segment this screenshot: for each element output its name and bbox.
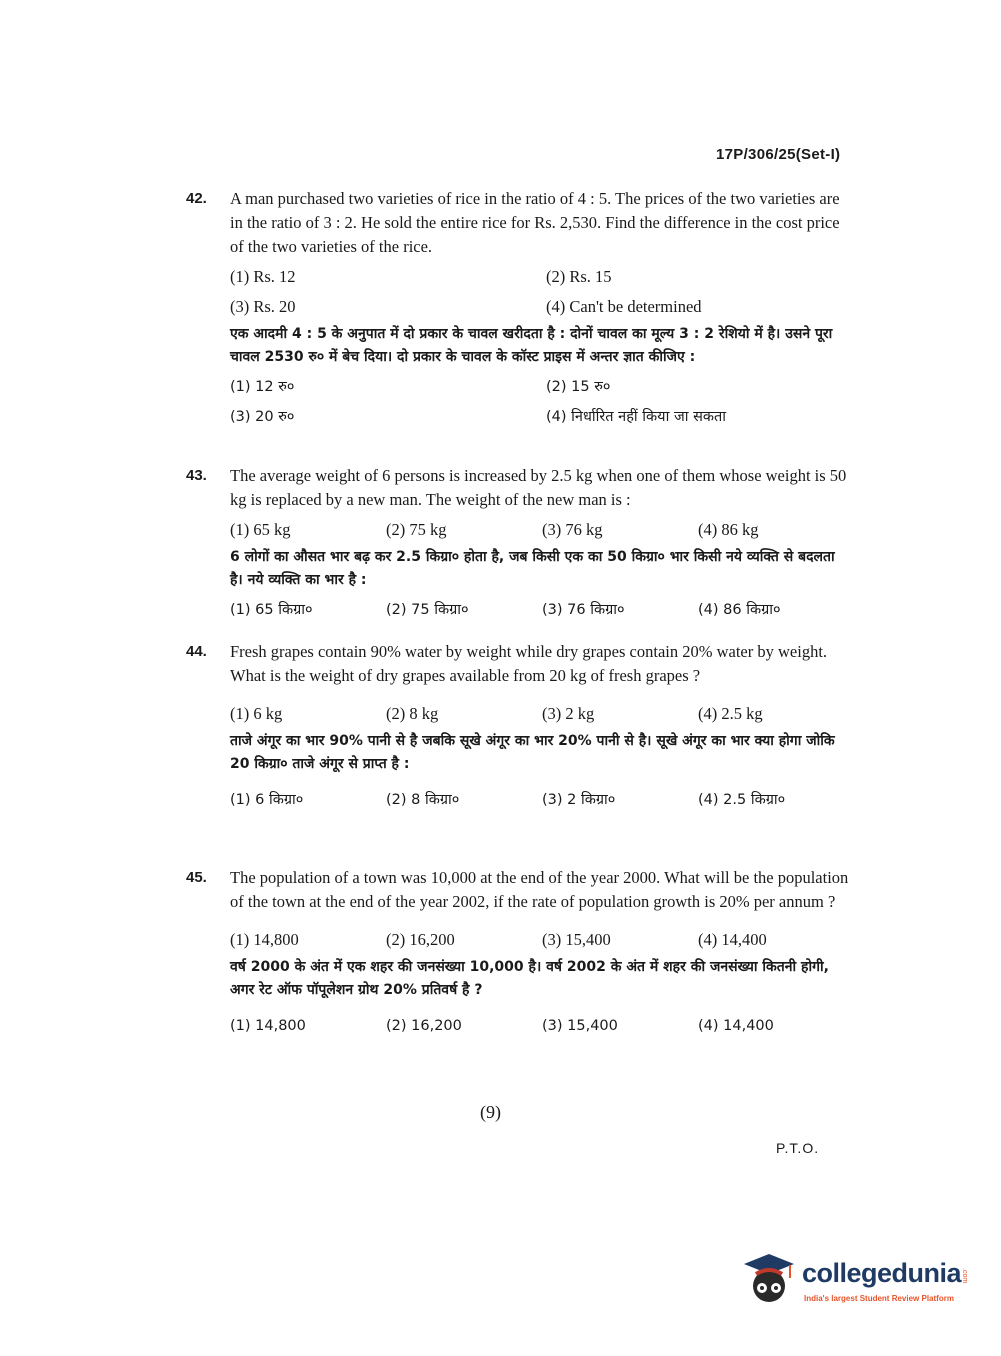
brand-tagline: India's largest Student Review Platform (804, 1294, 954, 1303)
question-text-en: Fresh grapes contain 90% water by weight while dry grapes contain 20% water by weight. What is the weight of dry grapes available from 20 kg of fresh grapes ? (230, 642, 828, 685)
question-number: 42. (186, 190, 207, 207)
options-hi (230, 788, 850, 812)
option-1-hi: (1) 14,800 (230, 1018, 306, 1034)
option-4: (4) 86 kg (698, 520, 759, 539)
option-2: (2) 8 kg (386, 704, 439, 723)
question-text-hi: ताजे अंगूर का भार 90% पानी से है जबकि सूखे अंगूर का भार 20% पानी से है। सूखे अंगूर का भार क्या होगा जोकि 20 किग्रा० ताजे अंगूर से प्राप्त है : (230, 733, 835, 772)
option-1: (1) 65 kg (230, 520, 291, 539)
option-3: (3) 2 kg (542, 704, 595, 723)
question-43 (186, 464, 850, 622)
question-text-hi: 6 लोगों का औसत भार बढ़ कर 2.5 किग्रा० होता है, जब किसी एक का 50 किग्रा० भार किसी नये व्यक्ति से बदलता है। नये व्यक्ति का भार है : (230, 549, 835, 588)
question-number: 43. (186, 467, 207, 484)
option-1-hi: (1) 12 रु० (230, 379, 295, 395)
options-en (230, 928, 850, 952)
question-number: 45. (186, 869, 207, 886)
option-3-hi: (3) 2 किग्रा० (542, 792, 616, 808)
option-1-hi: (1) 6 किग्रा० (230, 792, 304, 808)
question-45 (186, 866, 850, 1038)
option-3: (3) 15,400 (542, 930, 611, 949)
option-1: (1) Rs. 12 (230, 267, 296, 286)
options-en (230, 702, 850, 726)
options-en (230, 518, 850, 542)
option-2: (2) Rs. 15 (546, 267, 612, 286)
option-1-hi: (1) 65 किग्रा० (230, 602, 313, 618)
pto-label: P.T.O. (776, 1140, 820, 1156)
paper-code: 17P/306/25(Set-I) (716, 146, 841, 163)
graduate-mascot-icon (742, 1252, 796, 1306)
question-text-en: The population of a town was 10,000 at the end of the year 2000. What will be the population of the town at the end of the year 2002, if the rate of population growth is 20% per annum ? (230, 868, 849, 911)
option-3-hi: (3) 15,400 (542, 1018, 618, 1034)
collegedunia-logo (742, 1248, 972, 1312)
option-4: (4) 2.5 kg (698, 704, 763, 723)
brand-name: collegedunia (802, 1258, 962, 1288)
option-3: (3) 76 kg (542, 520, 603, 539)
option-3-hi: (3) 20 रु० (230, 409, 295, 425)
question-text-hi: वर्ष 2000 के अंत में एक शहर की जनसंख्या 10,000 है। वर्ष 2002 के अंत में शहर की जनसंख्या कितनी होगी, अगर रेट ऑफ पॉपूलेशन ग्रोथ 20% प्रतिवर्ष है ? (230, 959, 829, 998)
option-3-hi: (3) 76 किग्रा० (542, 602, 625, 618)
brand-domain: .com (961, 1268, 968, 1284)
option-1: (1) 14,800 (230, 930, 299, 949)
options-hi (230, 598, 850, 622)
option-2-hi: (2) 75 किग्रा० (386, 602, 469, 618)
question-text-en: The average weight of 6 persons is increased by 2.5 kg when one of them whose weight is 50 kg is replaced by a new man. The weight of the new man is : (230, 466, 847, 509)
option-4-hi: (4) निर्धारित नहीं किया जा सकता (546, 409, 727, 425)
option-4-hi: (4) 2.5 किग्रा० (698, 792, 786, 808)
option-3: (3) Rs. 20 (230, 297, 296, 316)
option-4: (4) 14,400 (698, 930, 767, 949)
option-2: (2) 75 kg (386, 520, 447, 539)
option-4: (4) Can't be determined (546, 297, 702, 316)
question-42 (186, 187, 850, 429)
option-2: (2) 16,200 (386, 930, 455, 949)
page-number: (9) (480, 1102, 501, 1122)
option-2-hi: (2) 15 रु० (546, 379, 611, 395)
option-4-hi: (4) 86 किग्रा० (698, 602, 781, 618)
question-44 (186, 640, 850, 812)
option-1: (1) 6 kg (230, 704, 283, 723)
question-number: 44. (186, 643, 207, 660)
question-text-en: A man purchased two varieties of rice in the ratio of 4 : 5. The prices of the two varieties are in the ratio of 3 : 2. He sold the entire rice for Rs. 2,530. Find the difference in the cost price of the two varieties of the rice. (230, 189, 840, 256)
question-text-hi: एक आदमी 4 : 5 के अनुपात में दो प्रकार के चावल खरीदता है : दोनों चावल का मूल्य 3 : 2 रेशियो में है। उसने पूरा चावल 2530 रु० में बेच दिया। दो प्रकार के चावल के कॉस्ट प्राइस में अन्तर ज्ञात कीजिए : (230, 326, 833, 365)
option-2-hi: (2) 8 किग्रा० (386, 792, 460, 808)
options-en (230, 265, 850, 319)
option-2-hi: (2) 16,200 (386, 1018, 462, 1034)
options-hi (230, 1014, 850, 1038)
options-hi (230, 375, 850, 429)
option-4-hi: (4) 14,400 (698, 1018, 774, 1034)
